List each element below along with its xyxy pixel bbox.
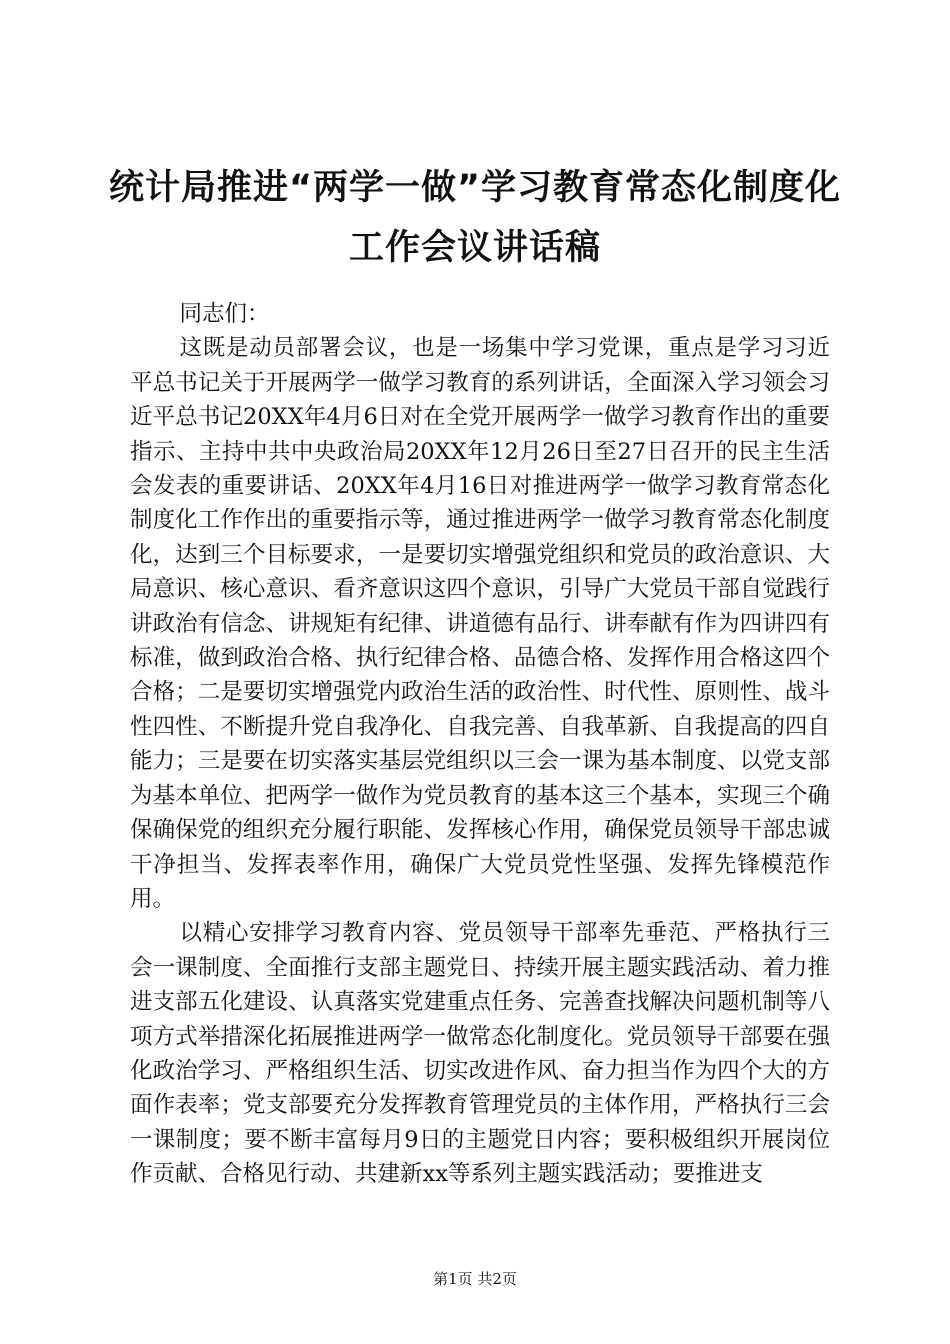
page-number: 第1页 共2页: [433, 1270, 517, 1288]
paragraph-1: 这既是动员部署会议，也是一场集中学习党课，重点是学习习近平总书记关于开展两学一做学习教育的系列讲话，全面深入学习领会习近平总书记20XX年4月6日对在全党开展两学一做学习教育作出的重要指示、主持中共中央政治局20XX年12月26日至27日召开的民主生活会发表的重要讲话、20XX年4月16日对推进两学一做学习教育常态化制度化工作作出的重要指示等，通过推进两学一做学习教育常态化制度化，达到三个目标要求，一是要切实增强党组织和党员的政治意识、大局意识、核心意识、看齐意识这四个意识，引导广大党员干部自觉践行讲政治有信念、讲规矩有纪律、讲道德有品行、讲奉献有作为四讲四有标准，做到政治合格、执行纪律合格、品德合格、发挥作用合格这四个合格；二是要切实增强党内政治生活的政治性、时代性、原则性、战斗性四性、不断提升党自我净化、自我完善、自我革新、自我提高的四自能力；三是要在切实落实基层党组织以三会一课为基本制度、以党支部为基本单位、把两学一做作为党员教育的基本这三个基本，实现三个确保确保党的组织充分履行职能、发挥核心作用，确保党员领导干部忠诚干净担当、发挥表率作用，确保广大党员党性坚强、发挥先锋模范作用。: [130, 335, 830, 912]
salutation: 同志们：: [179, 301, 270, 327]
document-title: 统计局推进“两学一做”学习教育常态化制度化工作会议讲话稿: [108, 168, 841, 268]
paragraph-2: 以精心安排学习教育内容、党员领导干部率先垂范、严格执行三会一课制度、全面推行支部主题党日、持续开展主题实践活动、着力推进支部五化建设、认真落实党建重点任务、完善查找解决问题机制等八项方式举措深化拓展推进两学一做常态化制度化。党员领导干部要在强化政治学习、严格组织生活、切实改进作风、奋力担当作为四个大的方面作表率；党支部要充分发挥教育管理党员的主体作用，严格执行三会一课制度；要不断丰富每月9日的主题党日内容；要积极组织开展岗位作贡献、合格见行动、共建新xx等系列主题实践活动；要推进支: [130, 920, 830, 1188]
document-body: [130, 297, 830, 1192]
